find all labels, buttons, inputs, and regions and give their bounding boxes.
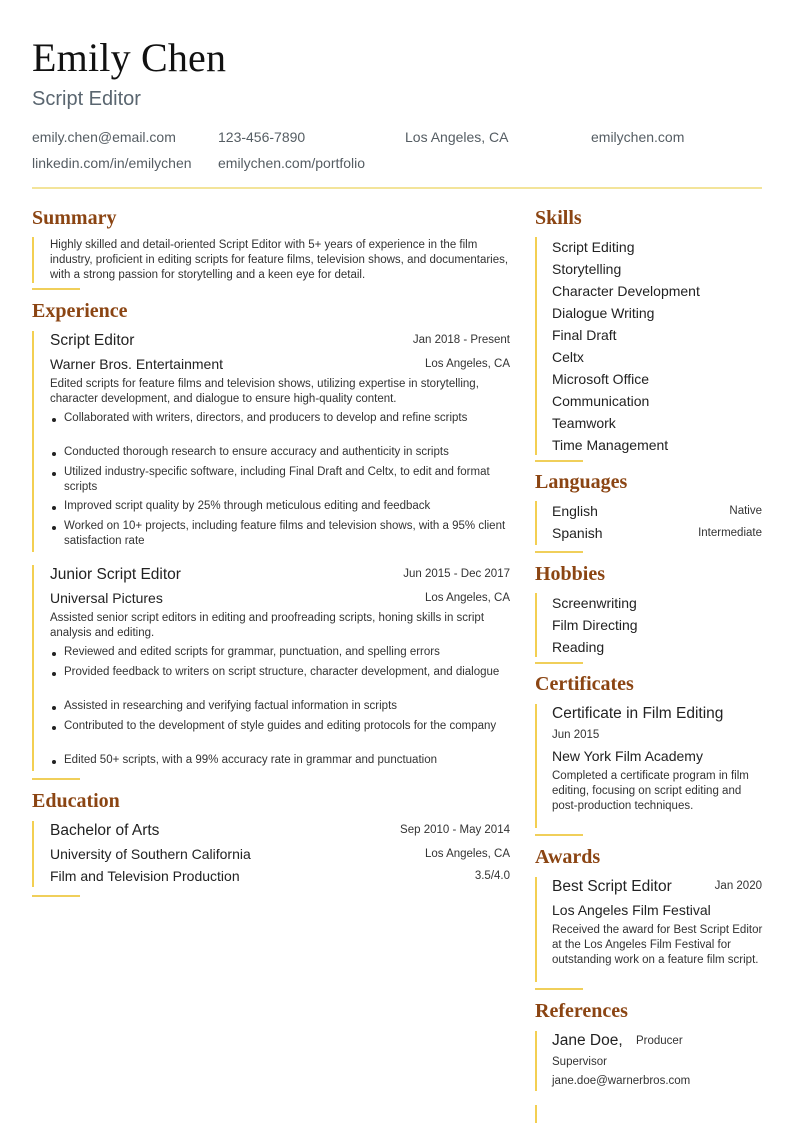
skill-item: Storytelling [552, 261, 622, 277]
contact-linkedin[interactable]: linkedin.com/in/emilychen [32, 155, 192, 171]
skill-item: Communication [552, 393, 650, 409]
hobbies-heading: Hobbies [535, 563, 606, 585]
job-bullet: Collaborated with writers, directors, and producers to develop and refine scripts [64, 412, 468, 424]
award-description: Received the award for Best Script Editor at the Los Angeles Film Festival for outstanding work on a feature film script. [552, 924, 763, 966]
job-dates: Jan 2018 - Present [412, 334, 510, 346]
skill-item: Dialogue Writing [552, 305, 655, 321]
job-bullet: Improved script quality by 25% through meticulous editing and feedback [64, 500, 431, 512]
award-name: Best Script Editor [552, 878, 672, 895]
job-bullet: Assisted in researching and verifying factual information in scripts [64, 700, 398, 712]
skill-item: Character Development [552, 283, 700, 299]
contact-phone[interactable]: 123-456-7890 [218, 129, 306, 145]
language-name: Spanish [552, 525, 603, 541]
bullet-icon [52, 472, 56, 476]
certificates-underline [535, 834, 583, 836]
bullet-icon [52, 760, 56, 764]
language-level: Native [729, 505, 762, 517]
bullet-icon [52, 526, 56, 530]
reference-email[interactable]: jane.doe@warnerbros.com [552, 1075, 691, 1087]
certificate-name: Certificate in Film Editing [552, 705, 724, 722]
skill-item: Time Management [552, 437, 669, 453]
skill-item: Celtx [552, 349, 584, 365]
job-description: Edited scripts for feature films and television shows, utilizing expertise in storytelling, character development, and dialogue to ensure high-quality content. [50, 378, 479, 405]
skill-item: Final Draft [552, 327, 617, 343]
summary-underline [32, 288, 80, 290]
certificates-accent-line [535, 704, 537, 828]
hobby-item: Film Directing [552, 617, 638, 633]
languages-heading: Languages [535, 471, 628, 493]
language-level: Intermediate [698, 527, 762, 539]
hobbies-accent-line [535, 593, 537, 657]
awards-underline [535, 988, 583, 990]
bullet-icon [52, 726, 56, 730]
language-name: English [552, 503, 598, 519]
experience-accent-line-1 [32, 331, 34, 552]
certificate-issuer: New York Film Academy [552, 748, 703, 764]
job-location: Los Angeles, CA [424, 592, 510, 604]
hobby-item: Screenwriting [552, 595, 637, 611]
job-bullet: Utilized industry-specific software, including Final Draft and Celtx, to edit and format scripts [64, 466, 490, 493]
job-bullet: Worked on 10+ projects, including feature films and television shows, with a 95% client satisfaction rate [64, 520, 506, 547]
reference-position-continued: Supervisor [552, 1056, 607, 1068]
education-underline [32, 895, 80, 897]
experience-accent-line-2 [32, 565, 34, 771]
job-description: Assisted senior script editors in editing and proofreading scripts, honing skills in script analysis and editing. [50, 612, 485, 639]
awards-heading: Awards [535, 846, 601, 868]
job-title: Junior Script Editor [50, 566, 181, 583]
award-date: Jan 2020 [714, 880, 762, 892]
languages-underline [535, 551, 583, 553]
summary-heading: Summary [32, 207, 117, 229]
experience-underline [32, 778, 80, 780]
contact-location: Los Angeles, CA [405, 129, 509, 145]
job-bullet: Edited 50+ scripts, with a 99% accuracy rate in grammar and punctuation [64, 754, 437, 766]
job-bullet: Provided feedback to writers on script structure, character development, and dialogue [64, 666, 500, 678]
contact-portfolio[interactable]: emilychen.com/portfolio [218, 155, 366, 171]
header-divider [32, 187, 762, 189]
education-gpa: 3.5/4.0 [474, 870, 510, 882]
skills-accent-line [535, 237, 537, 455]
bullet-icon [52, 506, 56, 510]
skill-item: Teamwork [552, 415, 616, 431]
education-accent-line [32, 821, 34, 887]
education-degree: Bachelor of Arts [50, 822, 160, 839]
education-dates: Sep 2010 - May 2014 [400, 824, 510, 836]
bullet-icon [52, 706, 56, 710]
references-heading: References [535, 1000, 628, 1022]
skill-item: Microsoft Office [552, 371, 649, 387]
bullet-icon [52, 672, 56, 676]
experience-heading: Experience [32, 300, 128, 322]
bullet-icon [52, 652, 56, 656]
skills-heading: Skills [535, 207, 582, 229]
skills-underline [535, 460, 583, 462]
education-heading: Education [32, 790, 120, 812]
hobby-item: Reading [552, 639, 605, 655]
awards-accent-line [535, 877, 537, 982]
education-field: Film and Television Production [50, 868, 240, 884]
job-bullet: Reviewed and edited scripts for grammar, punctuation, and spelling errors [64, 646, 440, 658]
award-issuer: Los Angeles Film Festival [552, 902, 711, 918]
job-bullet: Conducted thorough research to ensure accuracy and authenticity in scripts [64, 446, 449, 458]
contact-email[interactable]: emily.chen@email.com [32, 129, 176, 145]
references-accent-line [535, 1031, 537, 1091]
hobbies-underline [535, 662, 583, 664]
job-dates: Jun 2015 - Dec 2017 [403, 568, 510, 580]
certificate-description: Completed a certificate program in film editing, focusing on script editing and post-production techniques. [552, 770, 749, 812]
job-bullet: Contributed to the development of style guides and editing protocols for the company [64, 720, 497, 732]
reference-position: Producer [636, 1035, 683, 1047]
education-school: University of Southern California [50, 846, 251, 862]
bullet-icon [52, 452, 56, 456]
certificate-date: Jun 2015 [552, 729, 600, 741]
job-company: Warner Bros. Entertainment [50, 356, 223, 372]
languages-accent-line [535, 501, 537, 545]
contact-website[interactable]: emilychen.com [591, 129, 685, 145]
job-title: Script Editor [50, 332, 135, 349]
job-company: Universal Pictures [50, 590, 163, 606]
references-accent-line-continued [535, 1105, 537, 1123]
bullet-icon [52, 418, 56, 422]
summary-text: Highly skilled and detail-oriented Script Editor with 5+ years of experience in the film industry, proficient in editing scripts for feature films, television shows, and documentaries, with a strong passion for storytelling and a keen eye for detail. [50, 239, 509, 281]
reference-name: Jane Doe, [552, 1032, 623, 1049]
skill-item: Script Editing [552, 239, 635, 255]
education-location: Los Angeles, CA [424, 848, 510, 860]
summary-accent-line [32, 237, 34, 283]
candidate-name: Emily Chen [32, 35, 227, 80]
candidate-role: Script Editor [32, 88, 141, 110]
certificates-heading: Certificates [535, 673, 634, 695]
job-location: Los Angeles, CA [424, 358, 510, 370]
